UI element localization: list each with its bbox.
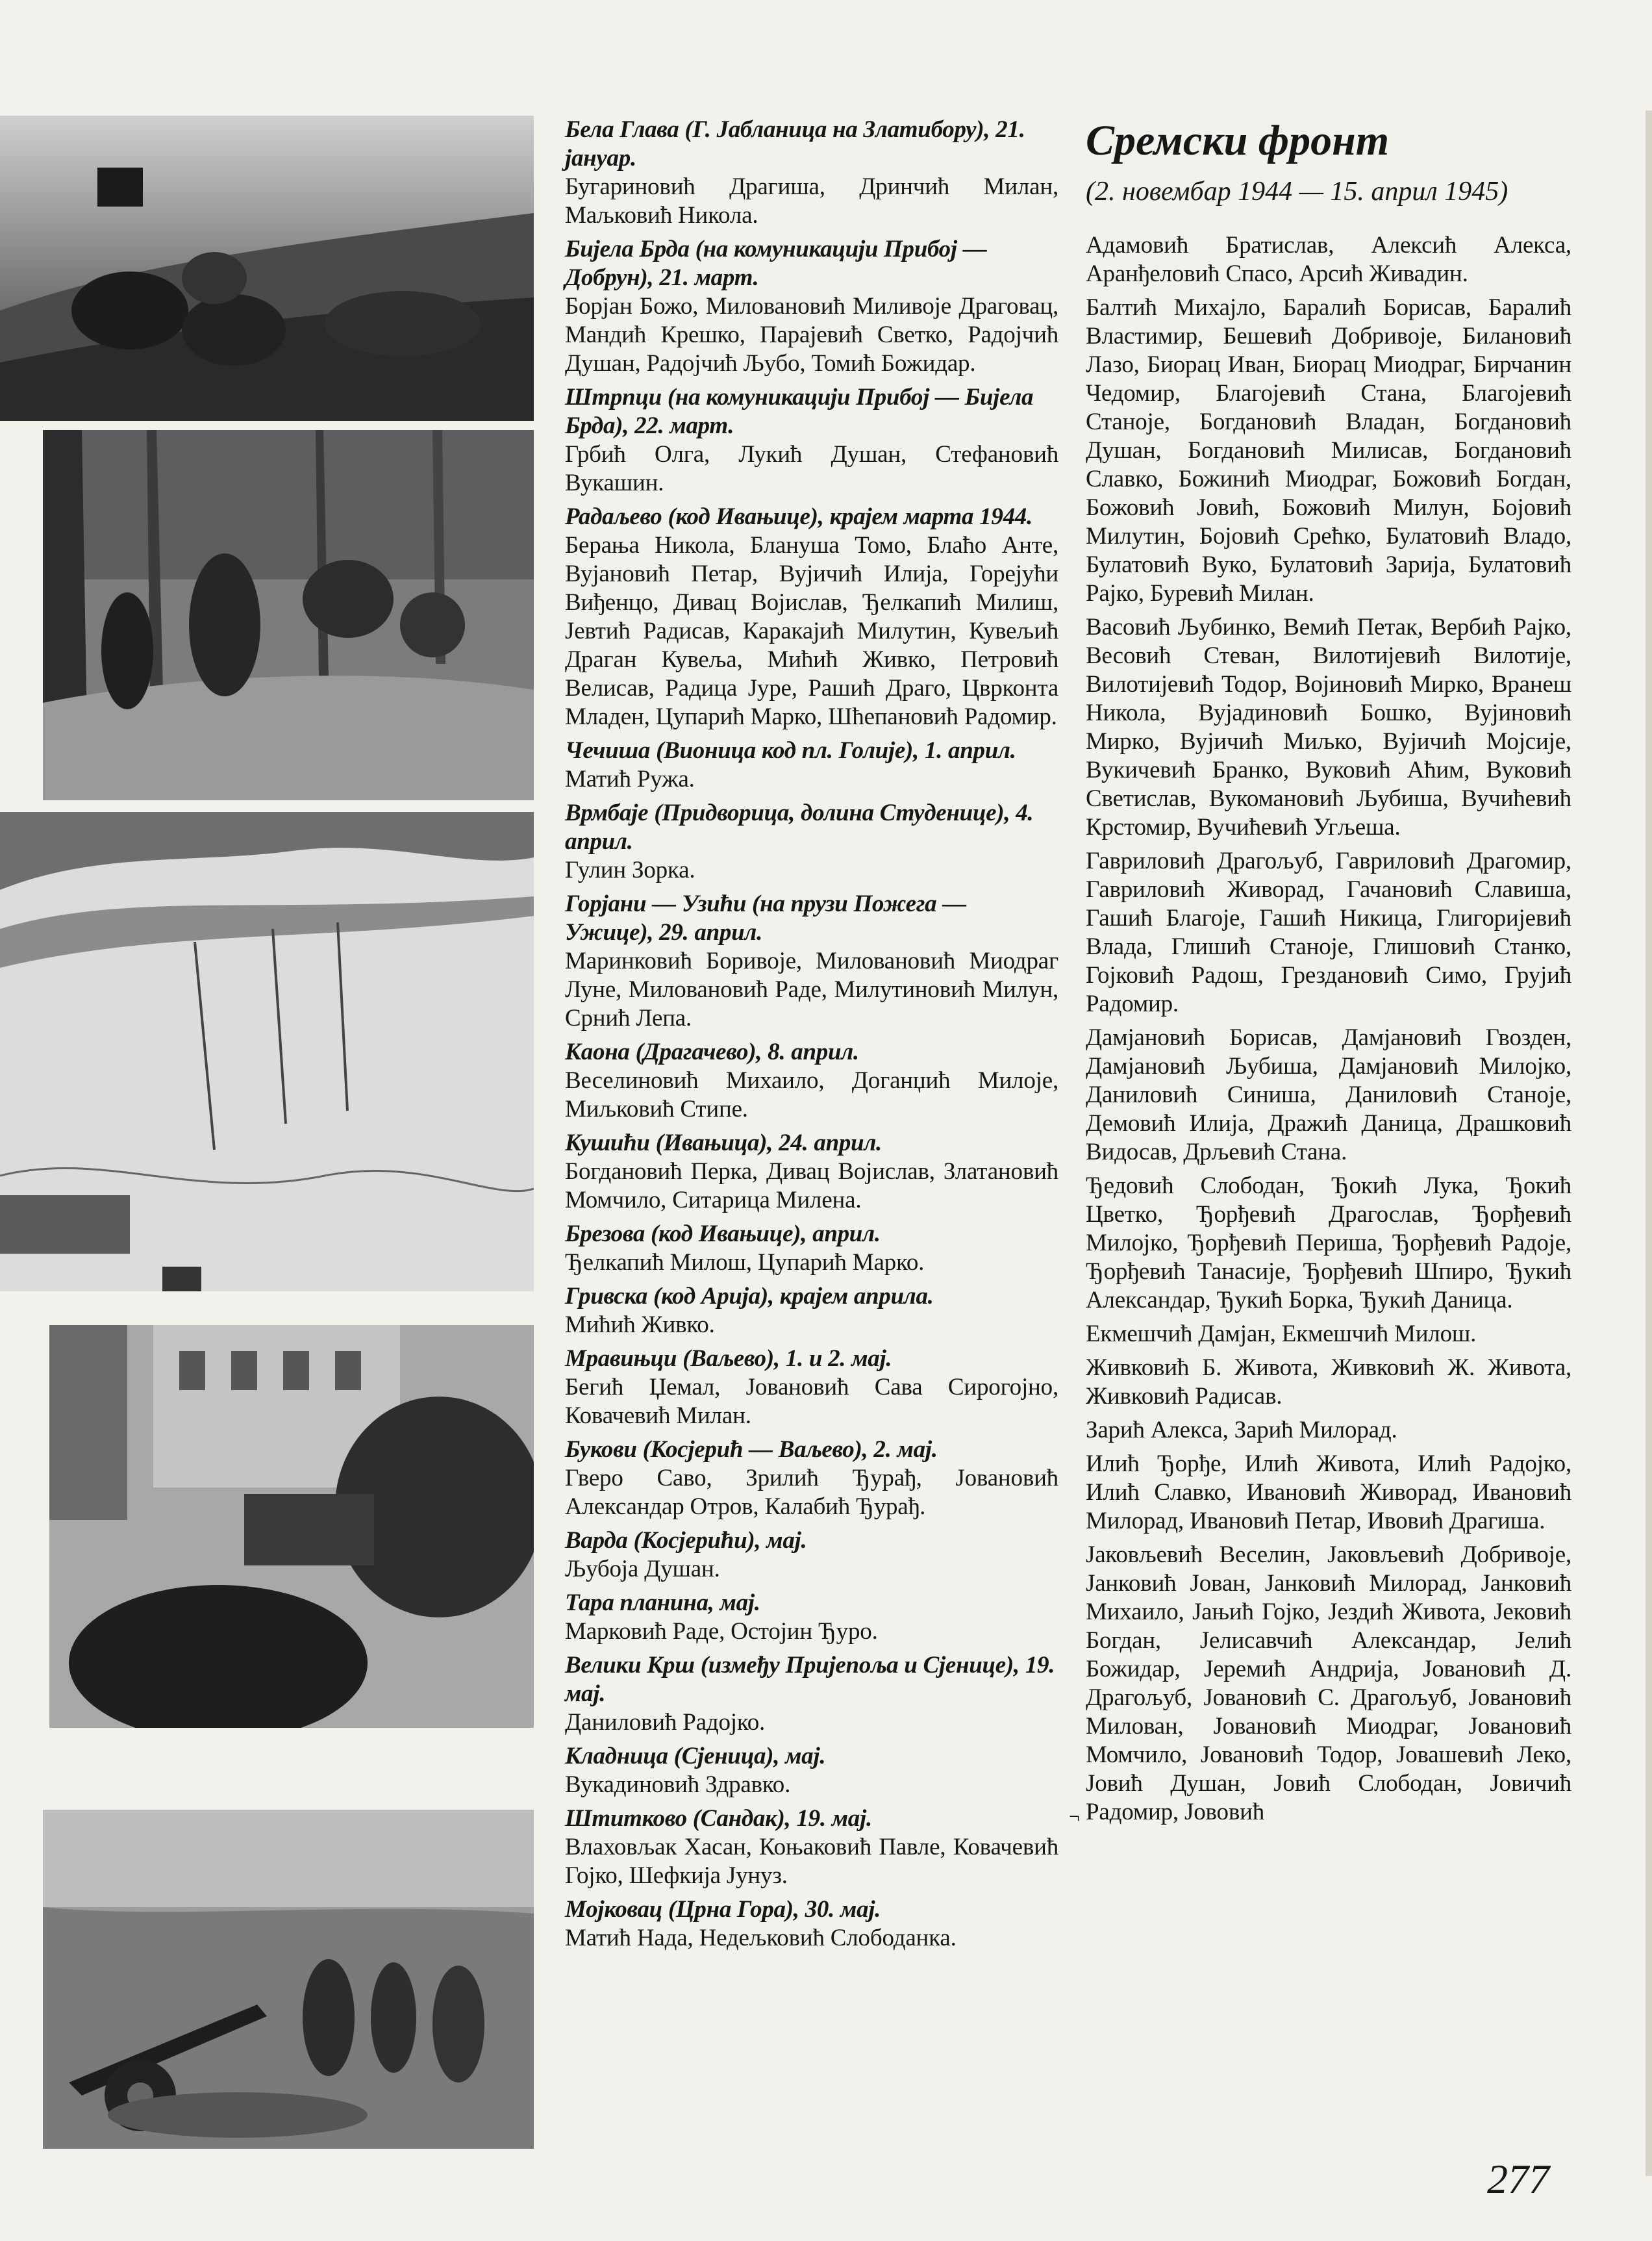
casualty-names: Гулин Зорка. [565,857,695,883]
casualty-names: Берања Никола, Блануша Томо, Блаћо Анте, Вујановић Петар, Вујичић Илија, Горејући Виђенцо, Дивац Војислав, Ђелкапић Милиш, Јевтић Радисав, Каракајић Милутин, Кувељић Драган Кувеља, Мићић Живко, Петровић Велисав, Радица Јуре, Рашић Драго, Цврконта Младен, Цупарић Марко, Шћепановић Радомир. [565,532,1058,730]
location-entry [565,1129,1058,1215]
casualty-names: Богдановић Перка, Дивац Војислав, Златановић Момчило, Ситарица Милена. [565,1158,1058,1213]
name-group: Јаковљевић Веселин, Јаковљевић Добривоје, Јанковић Јован, Јанковић Милорад, Јанковић Михаило, Јањић Гојко, Јездић Живота, Јековић Богдан, Јелисавчић Александар, Јелић Божидар, Јеремић Андрија, Јовановић Д. Драгољуб, Јовановић С. Драгољуб, Јовановић Милован, Јовановић Миодраг, Јовановић Момчило, Јовановић Тодор, Јовашевић Леко, Јовић Душан, Јовић Слободан, Јовичић Радомир, Јововић [1086,1541,1571,1825]
name-groups [1086,231,1571,1827]
location-heading: Врмбаје (Придворица, долина Студенице), 4. април. [565,800,1034,855]
name-group: Живковић Б. Живота, Живковић Ж. Живота, Живковић Радисав. [1086,1354,1571,1410]
location-entry [565,1651,1058,1737]
location-heading: Каона (Драгачево), 8. април. [565,1039,859,1065]
casualty-names: Матић Нада, Недељковић Слободанка. [565,1925,957,1951]
location-entry [565,890,1058,1033]
casualty-names: Влаховљак Хасан, Коњаковић Павле, Ковачевић Гојко, Шефкија Јунуз. [565,1834,1058,1889]
location-entry [565,1282,1058,1339]
location-heading: Брезова (код Ивањице), април. [565,1221,881,1247]
page-edge [1646,110,1652,2176]
name-group: Васовић Љубинко, Вемић Петак, Вербић Рајко, Весовић Стеван, Вилотијевић Вилотије, Вилотијевић Тодор, Војиновић Мирко, Вранеш Никола, Вујадиновић Бошко, Вујиновић Мирко, Вујичић Миљко, Вујичић Мојсије, Вукичевић Бранко, Вуковић Аћим, Вуковић Светислав, Вукомановић Љубиша, Вучићевић Крстомир, Вучићевић Угљеша. [1086,614,1571,841]
location-entry [565,1345,1058,1430]
location-entry [565,383,1058,498]
location-entry [565,1742,1058,1799]
photo-partisan-column [43,430,534,800]
casualty-names: Матић Ружа. [565,766,695,792]
location-heading: Варда (Косјерићи), мај. [565,1527,807,1554]
location-heading: Радаљево (код Ивањице), крајем марта 1944. [565,503,1032,530]
casualty-names: Бугариновић Драгиша, Дринчић Милан, Маљковић Никола. [565,173,1058,229]
location-entry [565,1589,1058,1646]
name-group: Гавриловић Драгољуб, Гавриловић Драгомир, Гавриловић Живорад, Гачановић Славиша, Гашић Благоје, Гашић Никица, Глигоријевић Влада, Глишић Станоје, Глишовић Станко, Гојковић Радош, Грездановић Симо, Грујић Радомир. [1086,848,1571,1017]
location-heading: Чечиша (Вионица код пл. Голије), 1. април. [565,737,1016,764]
location-entry [565,1526,1058,1584]
photo-soldiers-binoculars [0,116,534,421]
location-entry [565,1436,1058,1521]
casualty-names: Бегић Џемал, Јовановић Сава Сирогојно, Ковачевић Милан. [565,1374,1058,1429]
margin-mark: ¬ [1069,1806,1080,1827]
name-group: Зарић Алекса, Зарић Милорад. [1086,1417,1397,1443]
section-title: Сремски фронт [1086,117,1390,164]
casualty-names: Даниловић Радојко. [565,1709,766,1736]
casualty-names: Марковић Раде, Остојин Ђуро. [565,1618,878,1645]
location-heading: Бела Глава (Г. Јабланица на Златибору), 21. јануар. [565,116,1025,171]
location-heading: Велики Крш (између Пријепоља и Сјенице), 19. мај. [565,1652,1055,1707]
location-entry [565,116,1058,230]
casualty-names: Љубоја Душан. [565,1556,720,1582]
casualty-names: Борјан Божо, Миловановић Миливоје Драговац, Мандић Крешко, Парајевић Светко, Радојчић Душан, Радојчић Љубо, Томић Божидар. [565,293,1058,377]
right-column [1086,116,1571,1832]
casualty-names: Веселиновић Михаило, Доганџић Милоје, Миљковић Стипе. [565,1067,1058,1122]
photo-artillery-crew [43,1810,534,2149]
location-heading: Мојковац (Црна Гора), 30. мај. [565,1896,881,1923]
casualty-names: Маринковић Боривоје, Миловановић Миодраг Луне, Миловановић Раде, Милутиновић Милун, Срнић Лепа. [565,948,1058,1032]
location-heading: Штитково (Сандак), 19. мај. [565,1805,872,1832]
location-entry [565,503,1058,731]
location-entry [565,799,1058,885]
location-entry [565,1038,1058,1124]
location-heading: Горјани — Узићи (на прузи Пожега — Ужице), 29. април. [565,891,966,946]
name-group: Адамовић Братислав, Алексић Алекса, Аранђеловић Спасо, Арсић Живадин. [1086,232,1571,287]
casualty-names: Ђелкапић Милош, Цупарић Марко. [565,1249,925,1276]
location-heading: Кушићи (Ивањица), 24. април. [565,1130,882,1156]
casualty-names: Вукадиновић Здравко. [565,1771,791,1798]
location-heading: Букови (Косјерић — Ваљево), 2. мај. [565,1436,938,1463]
name-group: Екмешчић Дамјан, Екмешчић Милош. [1086,1321,1477,1347]
name-group: Илић Ђорђе, Илић Живота, Илић Радојко, Илић Славко, Ивановић Живорад, Ивановић Милорад, Ивановић Петар, Ивовић Драгиша. [1086,1450,1571,1534]
location-heading: Кладница (Сјеница), мај. [565,1743,826,1769]
location-entry [565,1220,1058,1277]
name-group: Ђедовић Слободан, Ђокић Лука, Ђокић Цветко, Ђорђевић Драгослав, Ђорђевић Милојко, Ђорђевић Периша, Ђорђевић Радоје, Ђорђевић Танасије, Ђорђевић Шпиро, Ђукић Александар, Ђукић Борка, Ђукић Даница. [1086,1172,1571,1313]
name-group: Балтић Михајло, Баралић Борисав, Баралић Властимир, Бешевић Добривоје, Билановић Лазо, Биорац Иван, Биорац Миодраг, Бирчанин Чедомир, Благојевић Стана, Благојевић Станоје, Богдановић Владан, Богдановић Душан, Богдановић Милисав, Богдановић Славко, Божинић Миодраг, Божовић Богдан, Божовић Јовић, Божовић Милун, Бојовић Милутин, Бојовић Срећко, Булатовић Владо, Булатовић Вуко, Булатовић Зарија, Булатовић Рајко, Буревић Милан. [1086,294,1571,607]
casualty-names: Гверо Саво, Зрилић Ђурађ, Јовановић Александар Отров, Калабић Ђурађ. [565,1465,1058,1520]
location-heading: Мравињци (Ваљево), 1. и 2. мај. [565,1345,892,1372]
middle-column [565,116,1058,1958]
photo-snow-column [0,812,534,1291]
photo-machine-gun-crew [49,1325,534,1728]
section-date-range: (2. новембар 1944 — 15. април 1945) [1086,177,1508,207]
casualty-names: Грбић Олга, Лукић Душан, Стефановић Вукашин. [565,441,1058,496]
location-heading: Тара планина, мај. [565,1589,760,1616]
location-heading: Бијела Брда (на комуникацији Прибој — Добрун), 21. март. [565,236,987,291]
location-entry [565,235,1058,378]
location-entry [565,1895,1058,1953]
name-group: Дамјановић Борисав, Дамјановић Гвозден, Дамјановић Љубиша, Дамјановић Милојко, Даниловић Синиша, Даниловић Станоје, Демовић Илија, Дражић Даница, Драшковић Видосав, Дрљевић Стана. [1086,1024,1571,1165]
location-heading: Гривска (код Арија), крајем априла. [565,1283,934,1310]
location-heading: Штрпци (на комуникацији Прибој — Бијела Брда), 22. март. [565,384,1034,439]
location-entry [565,737,1058,794]
location-entry [565,1804,1058,1890]
casualty-names: Мићић Живко. [565,1311,715,1338]
page-number: 277 [1487,2156,1549,2202]
